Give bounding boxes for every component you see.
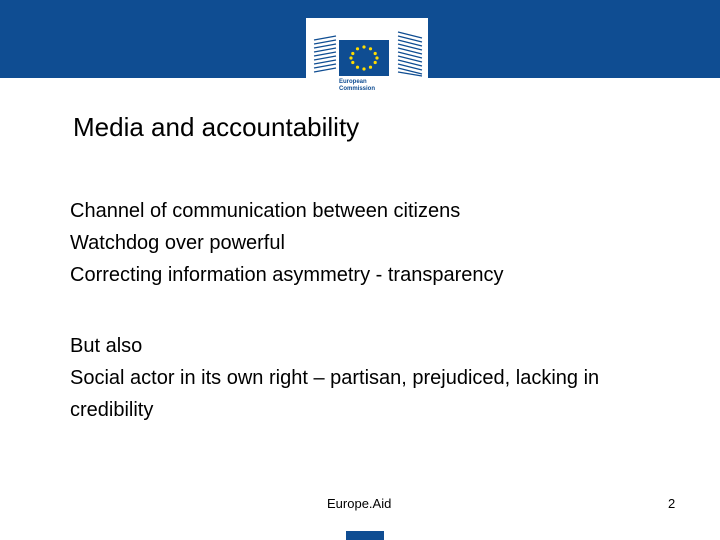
bullet-point: But also — [70, 335, 143, 357]
footer-accent-bar — [346, 531, 384, 540]
slide-title: Media and accountability — [73, 112, 360, 142]
bullet-list — [70, 195, 670, 291]
bullet-point: Channel of communication between citizens — [70, 200, 461, 222]
bullet-point: Correcting information asymmetry - transparency — [70, 264, 504, 286]
logo-text — [339, 79, 399, 93]
page-number: 2 — [668, 496, 676, 511]
logo-text-line1: European — [339, 79, 367, 85]
european-commission-logo — [306, 18, 428, 104]
bullet-list-secondary — [70, 330, 670, 426]
footer-label: Europe.Aid — [327, 496, 392, 511]
bullet-point: Social actor in its own right – partisan, prejudiced, lacking in credibility — [70, 367, 600, 421]
logo-text-line2: Commission — [339, 86, 376, 92]
bullet-point: Watchdog over powerful — [70, 232, 285, 254]
